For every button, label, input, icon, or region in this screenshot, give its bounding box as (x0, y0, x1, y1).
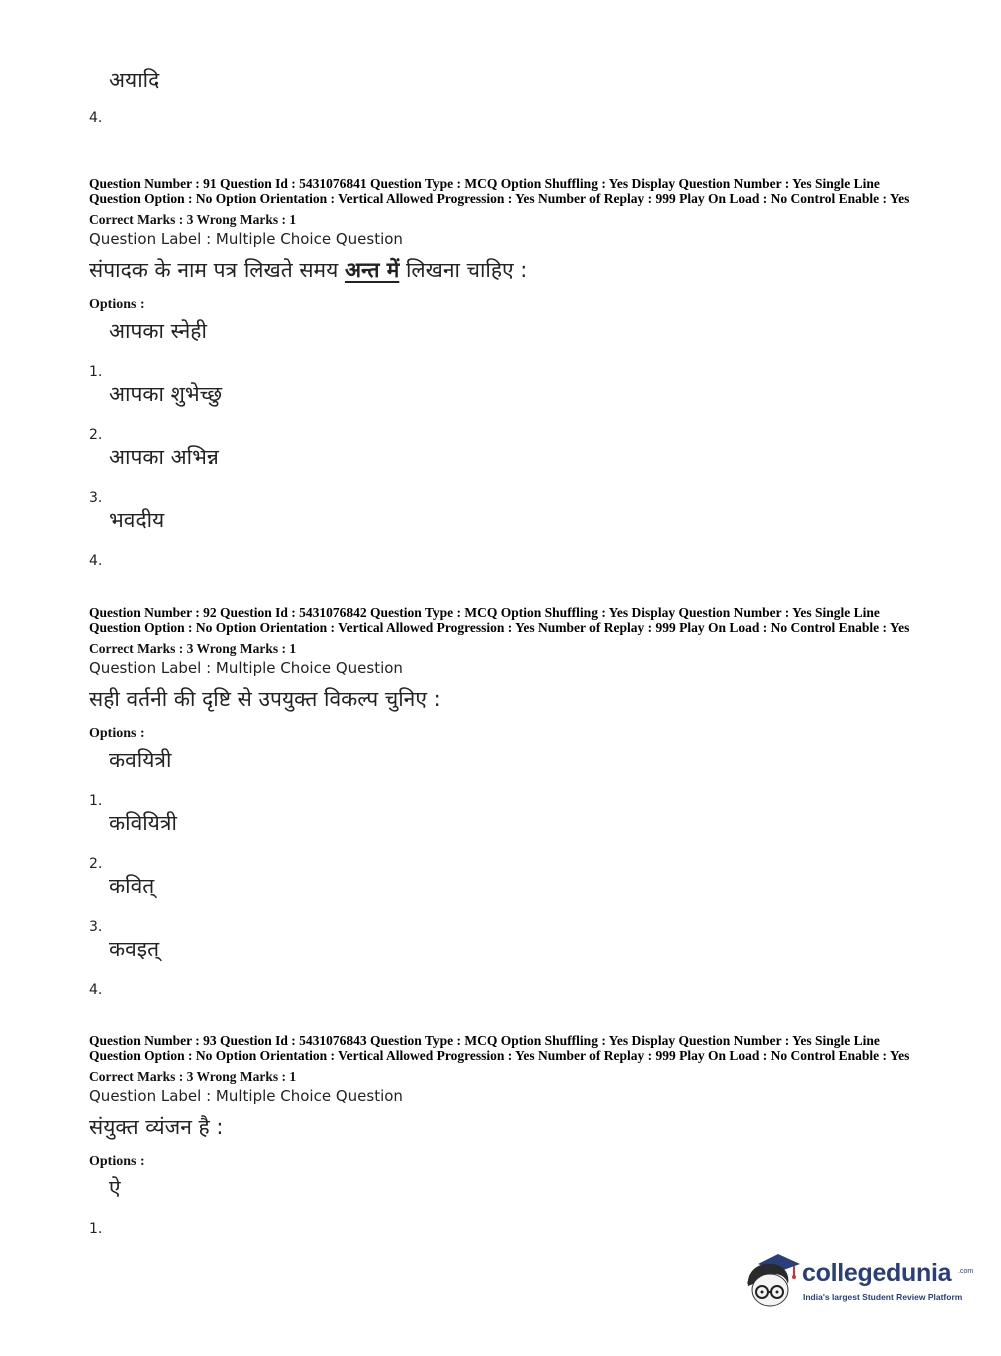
question-label: Question Label : Multiple Choice Question (89, 230, 403, 249)
option-text: कवित् (109, 874, 155, 899)
option-number: 4. (89, 553, 103, 570)
option-4[interactable] (89, 506, 689, 569)
option-text: कवयित्री (109, 748, 172, 773)
option-text: आपका स्नेही (109, 319, 207, 344)
option-number: 1. (89, 1221, 103, 1238)
options-list (89, 1174, 919, 1237)
option-number: 3. (89, 490, 103, 507)
question-marks: Correct Marks : 3 Wrong Marks : 1 (89, 212, 297, 228)
question-meta: Question Number : 91 Question Id : 5431076841 Question Type : MCQ Option Shuffling : Yes Display Question Number : Yes Single Line Question Option : No Option Orientation : Vertical Allowed Progression : Yes Number of Replay : 999 Play On Load : No Control Enable : Yes (89, 176, 910, 206)
prev-question-option-4 (89, 66, 689, 126)
question-93 (89, 1034, 919, 1237)
student-mascot-icon (744, 1250, 802, 1310)
option-text: कवियित्री (109, 811, 177, 836)
option-number: 3. (89, 919, 103, 936)
question-text: संयुक्त व्यंजन है : (89, 1115, 224, 1140)
options-list (89, 317, 919, 569)
options-label: Options : (89, 297, 145, 313)
question-meta: Question Number : 92 Question Id : 5431076842 Question Type : MCQ Option Shuffling : Yes Display Question Number : Yes Single Line Question Option : No Option Orientation : Vertical Allowed Progression : Yes Number of Replay : 999 Play On Load : No Control Enable : Yes (89, 605, 910, 635)
option-number: 4. (89, 982, 103, 999)
option-1[interactable] (89, 317, 689, 380)
option-number: 2. (89, 856, 103, 873)
option-number: 4. (89, 110, 103, 126)
question-meta: Question Number : 93 Question Id : 5431076843 Question Type : MCQ Option Shuffling : Yes Display Question Number : Yes Single Line Question Option : No Option Orientation : Vertical Allowed Progression : Yes Number of Replay : 999 Play On Load : No Control Enable : Yes (89, 1033, 910, 1063)
option-text: आपका शुभेच्छु (109, 382, 223, 407)
option-text: ऐ (109, 1176, 121, 1201)
option-text: भवदीय (109, 508, 165, 533)
option-2[interactable] (89, 380, 689, 443)
option-number: 2. (89, 427, 103, 444)
option-number: 1. (89, 793, 103, 810)
option-number: 1. (89, 364, 103, 381)
question-label: Question Label : Multiple Choice Question (89, 659, 403, 678)
option-text: आपका अभिन्न (109, 445, 219, 470)
option-3[interactable] (89, 443, 689, 506)
question-92 (89, 606, 919, 998)
option-1[interactable] (89, 746, 689, 809)
collegedunia-brand[interactable] (744, 1250, 974, 1312)
question-text-before: संपादक के नाम पत्र लिखते समय (89, 258, 345, 283)
brand-tagline: India's largest Student Review Platform (803, 1292, 963, 1302)
options-label: Options : (89, 726, 145, 742)
question-text-emphasis: अन्त में (344, 258, 400, 283)
option-text: अयादि (109, 68, 160, 92)
option-3[interactable] (89, 872, 689, 935)
option-2[interactable] (89, 809, 689, 872)
question-91 (89, 177, 919, 569)
brand-suffix: .com (958, 1268, 974, 1275)
question-text (89, 255, 919, 285)
option-1[interactable] (89, 1174, 689, 1237)
question-text-after: लिखना चाहिए : (399, 258, 528, 283)
question-marks: Correct Marks : 3 Wrong Marks : 1 (89, 641, 297, 657)
options-list (89, 746, 919, 998)
question-label: Question Label : Multiple Choice Question (89, 1087, 403, 1106)
brand-name: collegedunia (802, 1259, 952, 1287)
option-text: कवइत् (109, 937, 160, 962)
question-text: सही वर्तनी की दृष्टि से उपयुक्त विकल्प चुनिए : (89, 687, 441, 712)
options-label: Options : (89, 1154, 145, 1170)
question-marks: Correct Marks : 3 Wrong Marks : 1 (89, 1069, 297, 1085)
option-4[interactable] (89, 935, 689, 998)
